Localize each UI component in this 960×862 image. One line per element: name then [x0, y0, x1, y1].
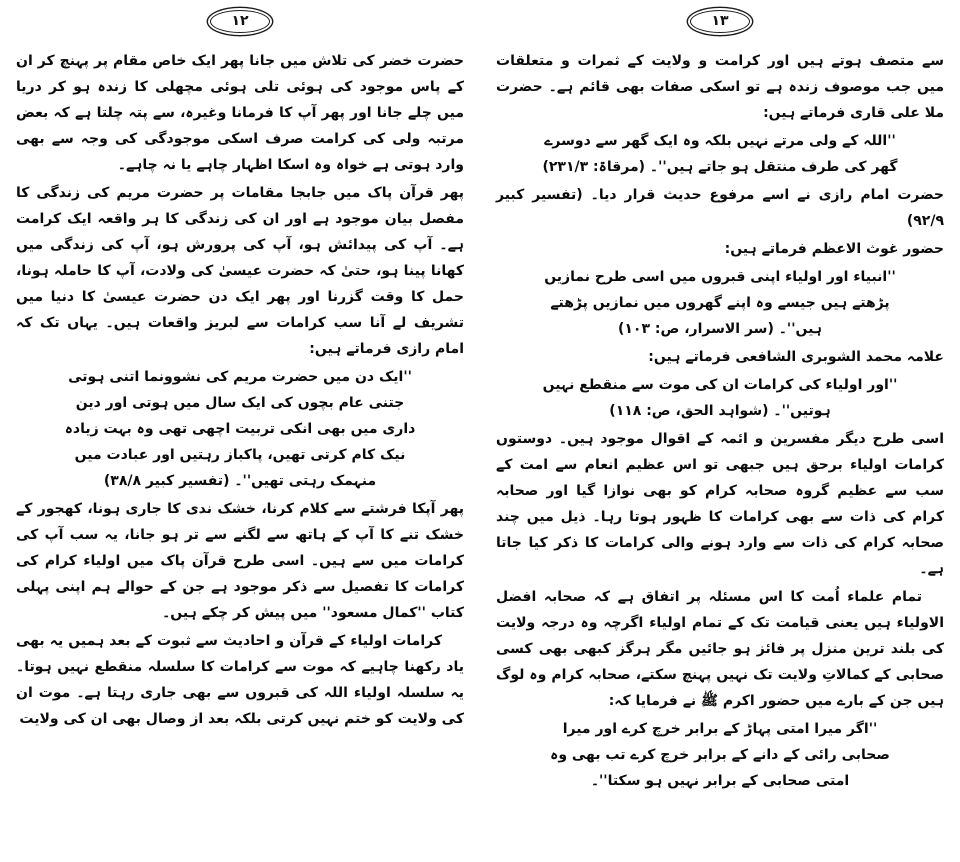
- text-paragraph: حضور غوث الاعظم فرماتے ہیں:: [724, 241, 944, 257]
- page-number-left: ۱۳: [690, 10, 750, 33]
- quote-paragraph: ''انبیاء اور اولیاء اپنی قبروں میں اسی طرح نمازیں پڑھتے ہیں جیسے وہ اپنے گھروں میں نمازیں پڑھتے ہیں''۔ (سر الاسرار، ص: ۱۰۳): [544, 269, 896, 337]
- text-paragraph: پھر آپکا فرشتے سے کلام کرنا، خشک ندی کا جاری ہونا، کھجور کے خشک تنے کا آپ کے ہاتھ سے لگنے سے تر ہو جانا، یہ سب آپ کی کرامات میں سے ہیں۔ اسی طرح قرآن پاک میں اولیاء کرام کی کرامات کا تفصیل سے ذکر موجود ہے جن کے حوالے ہم اپنی پہلی کتاب ''کمال مسعود'' میں پیش کر چکے ہیں۔: [16, 501, 464, 621]
- quote-paragraph: ''اگر میرا امتی پہاڑ کے برابر خرچ کرے اور میرا صحابی رائی کے دانے کے برابر خرچ کرے تب بھی وہ امتی صحابی کے برابر نہیں ہو سکتا''۔: [550, 721, 890, 789]
- text-paragraph: علامہ محمد الشوبری الشافعی فرماتے ہیں:: [648, 349, 944, 365]
- text-paragraph: پھر قرآن پاک میں جابجا مقامات پر حضرت مریم کی زندگی کا مفصل بیان موجود ہے اور ان کی زندگی کا ہر واقعہ ایک کرامت ہے۔ آپ کی پیدائش ہو، آپ کی پرورش ہو، آپ کی زندگی میں کھانا پینا ہو، حتیٰ کہ حضرت عیسیٰ کی ولادت، آپ کا حاملہ ہونا، حمل کا وقت گزرنا اور پھر ایک دن حضرت عیسیٰ کا دنیا میں تشریف لے آنا سب کرامات سے لبریز واقعات ہیں۔ یہاں تک کہ امام رازی فرماتے ہیں:: [16, 185, 464, 357]
- page-number-ornament-right: [16, 10, 464, 40]
- quote-paragraph: ''ایک دن میں حضرت مریم کی نشوونما اتنی ہوتی جتنی عام بچوں کی ایک سال میں ہوتی اور دین داری میں بھی انکی تربیت اچھی تھی وہ بہت زیادہ نیک کام کرتی تھیں، پاکباز رہتیں اور عبادت میں منہمک رہتی تھیں''۔ (تفسیر کبیر ۳۸/۸): [64, 369, 416, 489]
- text-paragraph: کرامات اولیاء کے قرآن و احادیث سے ثبوت کے بعد ہمیں یہ بھی یاد رکھنا چاہیے کہ موت سے کرامات کا سلسلہ منقطع نہیں ہوتا۔ یہ سلسلہ اولیاء اللہ کی قبروں سے بھی جاری رہتا ہے۔ موت ان کی ولایت کو ختم نہیں کرتی بلکہ بعد از وصال بھی ان کی ولایت: [16, 633, 464, 727]
- text-paragraph: حضرت خضر کی تلاش میں جانا پھر ایک خاص مقام پر پہنچ کر ان کے پاس موجود کی ہوئی تلی ہوئی مچھلی کا زندہ ہو کر دریا میں چلے جانا اور پھر آپ کا فرمانا وغیرہ، سے پتہ چلتا ہے کہ بعض مرتبہ ولی کی کرامت صرف اسکی موجودگی کی وجہ سے بھی وارد ہوتی ہے خواہ وہ اسکا اظہار چاہے یا نہ چاہے۔: [16, 53, 464, 173]
- text-paragraph: سے متصف ہوتے ہیں اور کرامت و ولایت کے ثمرات و متعلقات میں جب موصوف زندہ ہے تو اسکی صفات بھی قائم ہے۔ حضرت ملا علی قاری فرماتے ہیں:: [496, 53, 944, 121]
- quote-paragraph: ''اور اولیاء کی کرامات ان کی موت سے منقطع نہیں ہوتیں''۔ (شواہد الحق، ص: ۱۱۸): [542, 377, 898, 419]
- page-number-ornament-left: [496, 10, 944, 40]
- page-left: [480, 0, 960, 862]
- text-paragraph: حضرت امام رازی نے اسے مرفوع حدیث قرار دیا۔ (تفسیر کبیر ۹۲/۹): [496, 187, 944, 229]
- text-paragraph: اسی طرح دیگر مفسرین و ائمہ کے اقوال موجود ہیں۔ دوستوں کرامات اولیاء برحق ہیں جبھی تو اس عظیم انعام سے امت کے سب سے عظیم گروہ صحابہ کرام کو بھی نوازا گیا اور صحابہ کرام کی ذات سے بھی کرامات کا ظہور ہوتا رہا۔ ذیل میں چند صحابہ کرام کی ذات سے وارد ہونے والی کرامات کا ذکر کیا جاتا ہے۔: [496, 431, 944, 577]
- quote-paragraph: ''اللہ کے ولی مرتے نہیں بلکہ وہ ایک گھر سے دوسرے گھر کی طرف منتقل ہو جاتے ہیں''۔ (مرقاۃ: ۲۳۱/۳): [542, 133, 898, 175]
- text-paragraph: تمام علماء اُمت کا اس مسئلہ پر اتفاق ہے کہ صحابہ افضل الاولیاء ہیں یعنی قیامت تک کے تمام اولیاء اگرچہ وہ درجہ ولایت کی بلند ترین منزل پر فائز ہو جائیں مگر ہرگز کبھی بھی کسی صحابی کے کمالاتِ ولایت تک نہیں پہنچ سکتے، صحابہ کرام وہ لوگ ہیں جن کے بارے میں حضور اکرم ﷺ نے فرمایا کہ:: [496, 589, 944, 709]
- page-number-right: ۱۲: [210, 10, 270, 33]
